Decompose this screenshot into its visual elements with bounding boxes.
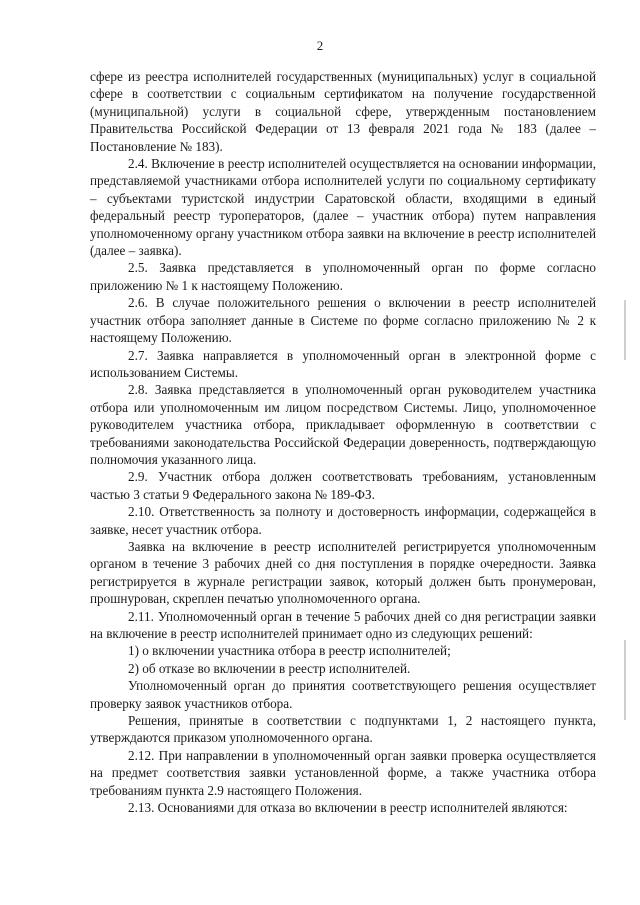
body-text bbox=[90, 68, 596, 816]
paragraph-2-6: 2.6. В случае положительного решения о включении в реестр исполнителей участник отбора заполняет данные в Системе по форме согласно приложению № 2 к настоящему Положению. bbox=[90, 295, 596, 346]
paragraph-2-7: 2.7. Заявка направляется в уполномоченный орган в электронной форме с использованием Системы. bbox=[90, 347, 596, 380]
scan-edge-mark bbox=[624, 640, 626, 720]
paragraph-verification: Уполномоченный орган до принятия соответствующего решения осуществляет проверку заявок участников отбора. bbox=[90, 678, 596, 711]
paragraph-2-10: 2.10. Ответственность за полноту и достоверность информации, содержащейся в заявке, несет участник отбора. bbox=[90, 504, 596, 537]
page-number: 2 bbox=[316, 38, 324, 53]
paragraph-2-5: 2.5. Заявка представляется в уполномоченный орган по форме согласно приложению № 1 к настоящему Положению. bbox=[90, 260, 596, 293]
paragraph-2-13: 2.13. Основаниями для отказа во включении в реестр исполнителей являются: bbox=[128, 800, 568, 816]
list-item-decision-2: 2) об отказе во включении в реестр исполнителей. bbox=[128, 660, 411, 676]
paragraph-2-4: 2.4. Включение в реестр исполнителей осуществляется на основании информации, представляемой участниками отбора исполнителей услуги по социальному сертификату – субъектами туристской индустрии Саратовской области, входящими в единый федеральный реестр туроператоров, (далее – участник отбора) путем направления уполномоченному органу участником отбора заявки на включение в реестр исполнителей (далее – заявка). bbox=[90, 156, 596, 259]
list-item-decision-1: 1) о включении участника отбора в реестр исполнителей; bbox=[128, 643, 451, 659]
paragraph-registration: Заявка на включение в реестр исполнителей регистрируется уполномоченным органом в течение 3 рабочих дней со дня поступления в порядке очередности. Заявка регистрируется в журнале регистрации заявок, который должен быть пронумерован, прошнурован, скреплен печатью уполномоченного органа. bbox=[90, 538, 596, 607]
paragraph-2-11: 2.11. Уполномоченный орган в течение 5 рабочих дней со дня регистрации заявки на включение в реестр исполнителей принимает одно из следующих решений: bbox=[90, 608, 596, 641]
paragraph-2-9: 2.9. Участник отбора должен соответствовать требованиям, установленным частью 3 статьи 9 Федерального закона № 189-ФЗ. bbox=[90, 469, 596, 502]
paragraph-2-8: 2.8. Заявка представляется в уполномоченный орган руководителем участника отбора или уполномоченным им лицом посредством Системы. Лицо, уполномоченное руководителем участника отбора, прикладывает оформленную в соответствии с требованиями законодательства Российской Федерации доверенность, подтверждающую полномочия указанного лица. bbox=[90, 382, 596, 467]
paragraph-decisions-approval: Решения, принятые в соответствии с подпунктами 1, 2 настоящего пункта, утверждаются приказом уполномоченного органа. bbox=[90, 713, 596, 746]
scan-edge-mark bbox=[624, 300, 626, 360]
paragraph-2-12: 2.12. При направлении в уполномоченный орган заявки проверка осуществляется на предмет соответствия заявки установленной форме, а также участника отбора требованиям пункта 2.9 настоящего Положения. bbox=[90, 747, 596, 798]
paragraph-intro: сфере из реестра исполнителей государственных (муниципальных) услуг в социальной сфере в соответствии с социальным сертификатом на получение государственной (муниципальной) услуги в социальной сфере, утвержденным постановлением Правительства Российской Федерации от 13 февраля 2021 года № 183 (далее – Постановление № 183). bbox=[90, 69, 596, 154]
